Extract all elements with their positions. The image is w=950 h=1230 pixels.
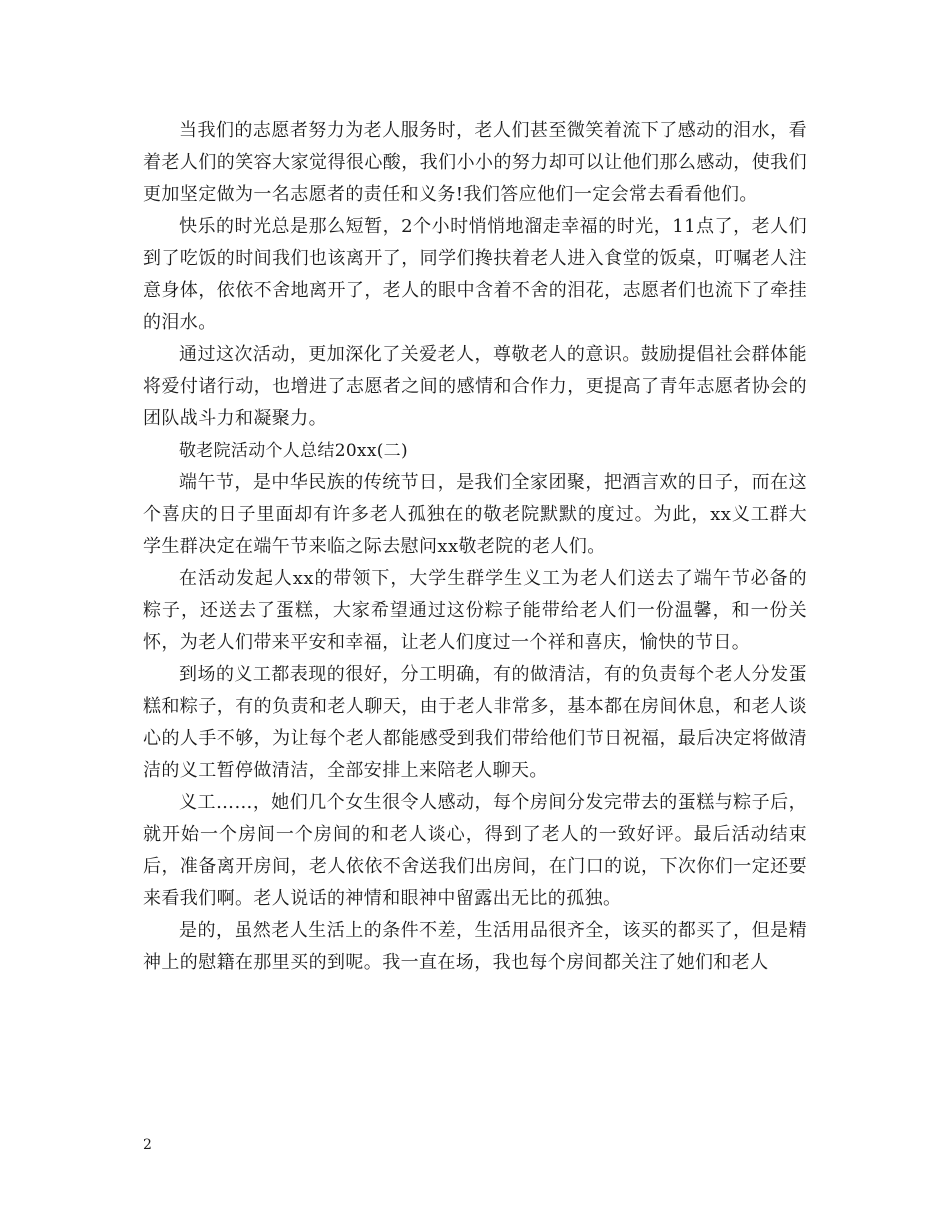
paragraph-zongzi-delivery: 在活动发起人xx的带领下，大学生群学生义工为老人们送去了端午节必备的粽子，还送去了蛋糕，大家希望通过这份粽子能带给老人们一份温馨，和一份关怀，为老人们带来平安和幸福，让老人们度过一个祥和喜庆，愉快的节日。 — [143, 568, 807, 653]
section-heading: 敬老院活动个人总结20xx(二) — [179, 441, 408, 461]
paragraph-spiritual-comfort: 是的，虽然老人生活上的条件不差，生活用品很齐全，该买的都买了，但是精神上的慰籍在那里买的到呢。我一直在场，我也每个房间都关注了她们和老人 — [143, 920, 807, 973]
document-body — [143, 115, 807, 979]
page-number: 2 — [143, 1137, 152, 1153]
paragraph-dragon-boat-festival: 端午节，是中华民族的传统节日，是我们全家团聚，把酒言欢的日子，而在这个喜庆的日子里面却有许多老人孤独在的敬老院默默的度过。为此，xx义工群大学生群决定在端午节来临之际去慰问xx敬老院的老人们。 — [143, 472, 807, 557]
paragraph-volunteers-tears: 当我们的志愿者努力为老人服务时，老人们甚至微笑着流下了感动的泪水，看着老人们的笑容大家觉得很心酸，我们小小的努力却可以让他们那么感动，使我们更加坚定做为一名志愿者的责任和义务!我们答应他们一定会常去看看他们。 — [143, 120, 807, 205]
paragraph-girls-chatting: 义工……，她们几个女生很令人感动，每个房间分发完带去的蛋糕与粽子后，就开始一个房间一个房间的和老人谈心，得到了老人的一致好评。最后活动结束后，准备离开房间，老人依依不舍送我们出房间，在门口的说，下次你们一定还要来看我们啊。老人说话的神情和眼神中留露出无比的孤独。 — [143, 792, 807, 909]
paragraph-activity-significance: 通过这次活动，更加深化了关爱老人，尊敬老人的意识。鼓励提倡社会群体能将爱付诸行动，也增进了志愿者之间的感情和合作力，更提高了青年志愿者协会的团队战斗力和凝聚力。 — [143, 344, 807, 429]
paragraph-happy-time: 快乐的时光总是那么短暂，2个小时悄悄地溜走幸福的时光，11点了，老人们到了吃饭的时间我们也该离开了，同学们搀扶着老人进入食堂的饭桌，叮嘱老人注意身体，依依不舍地离开了，老人的眼中含着不舍的泪花，志愿者们也流下了牵挂的泪水。 — [143, 216, 807, 333]
paragraph-volunteer-roles: 到场的义工都表现的很好，分工明确，有的做清洁，有的负责每个老人分发蛋糕和粽子，有的负责和老人聊天，由于老人非常多，基本都在房间休息，和老人谈心的人手不够，为让每个老人都能感受到我们带给他们节日祝福，最后决定将做清洁的义工暂停做清洁，全部安排上来陪老人聊天。 — [143, 664, 807, 781]
